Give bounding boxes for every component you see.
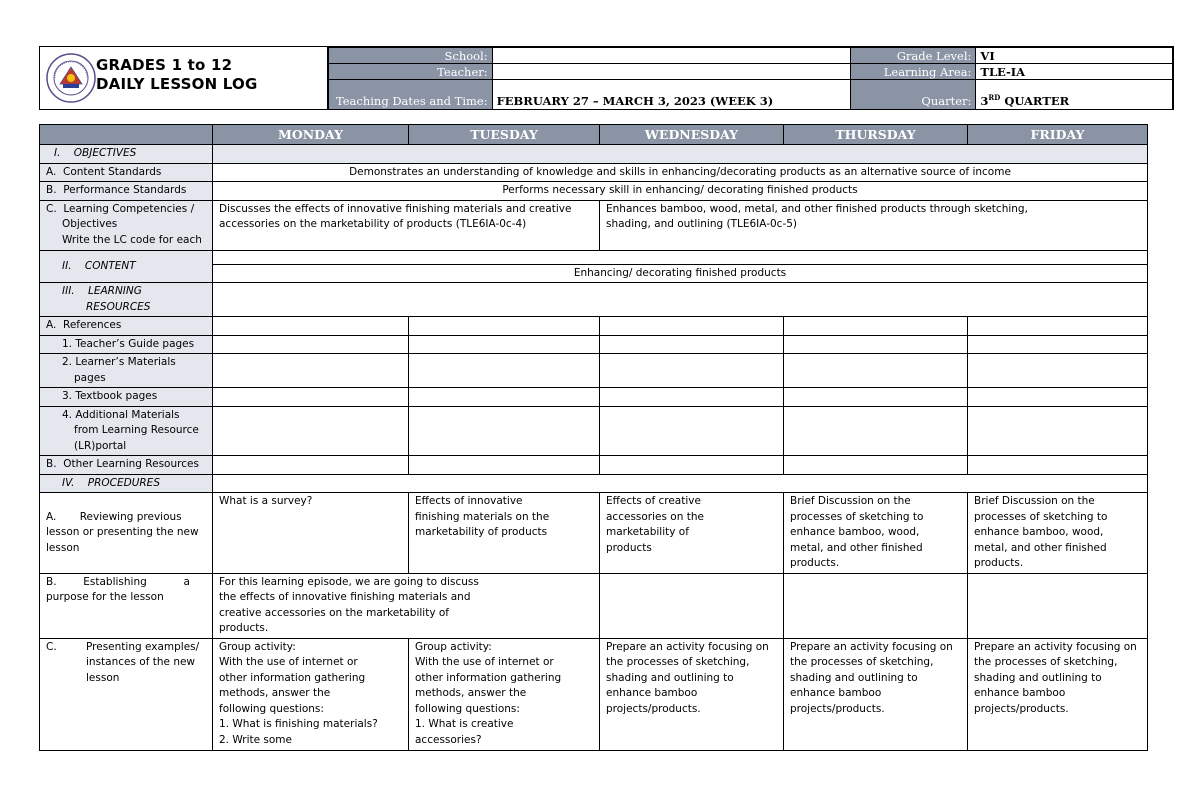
learners-materials-row	[40, 354, 1148, 388]
cell	[784, 354, 968, 388]
cell	[409, 317, 600, 336]
school-value	[492, 48, 850, 64]
content-label: II. CONTENT	[40, 250, 213, 283]
cell	[968, 354, 1148, 388]
learning-area-label: Learning Area:	[850, 64, 976, 80]
presenting-label-line-4: lesson	[86, 671, 120, 684]
learning-resources-label-line-1: III. LEARNING	[62, 285, 142, 297]
learning-area-value: TLE-IA	[976, 64, 1173, 80]
day-friday: FRIDAY	[968, 125, 1148, 145]
additional-materials-label	[40, 406, 213, 456]
reviewing-tuesday: Effects of innovative finishing materials on the marketability of products	[409, 493, 600, 574]
competencies-label	[40, 200, 213, 250]
cell	[968, 317, 1148, 336]
additional-materials-row	[40, 406, 1148, 456]
objectives-fill	[213, 145, 1148, 164]
competencies-label-line-1: C. Learning Competencies /	[46, 202, 195, 215]
competencies-label-line-2: Objectives	[62, 218, 118, 230]
reviewing-thursday: Brief Discussion on the processes of sketching to enhance bamboo, wood, metal, and other finished products.	[784, 493, 968, 574]
cell	[409, 335, 600, 354]
reviewing-row	[40, 493, 1148, 574]
presenting-label-text	[86, 640, 199, 687]
performance-standards-value: Performs necessary skill in enhancing/ decorating finished products	[213, 182, 1148, 201]
content-standards-row	[40, 163, 1148, 182]
additional-materials-label-line-1: 4. Additional Materials	[62, 408, 180, 421]
reviewing-label-line-1: A. Reviewing previous	[46, 510, 182, 523]
cell	[409, 456, 600, 475]
title-line-2: DAILY LESSON LOG	[96, 75, 258, 93]
learners-materials-label-line-2: pages	[74, 371, 106, 384]
objectives-label: I. OBJECTIVES	[40, 145, 213, 164]
cell	[213, 388, 409, 407]
day-header-blank	[40, 125, 213, 145]
cell	[213, 317, 409, 336]
day-wednesday: WEDNESDAY	[600, 125, 784, 145]
other-resources-row	[40, 456, 1148, 475]
content-blank	[213, 250, 1148, 264]
teachers-guide-label: 1. Teacher’s Guide pages	[40, 335, 213, 354]
cell	[968, 456, 1148, 475]
day-header-row	[40, 125, 1148, 145]
cell	[600, 406, 784, 456]
cell	[409, 388, 600, 407]
cell	[968, 388, 1148, 407]
additional-materials-label-line-2: from Learning Resource	[74, 424, 199, 436]
cell	[784, 335, 968, 354]
content-row-top	[40, 250, 1148, 264]
day-thursday: THURSDAY	[784, 125, 968, 145]
cell	[968, 335, 1148, 354]
objectives-row	[40, 145, 1148, 164]
cell	[968, 573, 1148, 638]
reviewing-label-line-3: lesson	[46, 541, 80, 554]
cell	[600, 456, 784, 475]
procedures-row	[40, 474, 1148, 493]
learning-resources-label-line-2: RESOURCES	[86, 300, 151, 313]
cell	[409, 354, 600, 388]
learners-materials-label	[40, 354, 213, 388]
establishing-label	[40, 573, 213, 638]
header-block	[39, 46, 1174, 110]
learning-resources-fill	[213, 283, 1148, 317]
presenting-row	[40, 638, 1148, 750]
competencies-row	[40, 200, 1148, 250]
content-standards-value: Demonstrates an understanding of knowledge and skills in enhancing/decorating products as an alternative source of income	[213, 163, 1148, 182]
content-standards-label: A. Content Standards	[40, 163, 213, 182]
cell	[600, 317, 784, 336]
performance-standards-label: B. Performance Standards	[40, 182, 213, 201]
teachers-guide-row	[40, 335, 1148, 354]
competencies-mon-tue: Discusses the effects of innovative finishing materials and creative accessories on the marketability of products (TLE6IA-0c-4)	[213, 200, 600, 250]
cell	[409, 406, 600, 456]
quarter-suffix: RD	[988, 93, 1001, 103]
procedures-label: IV. PROCEDURES	[40, 474, 213, 493]
deped-seal-icon	[46, 53, 96, 103]
day-monday: MONDAY	[213, 125, 409, 145]
cell	[784, 388, 968, 407]
quarter-label: Quarter:	[850, 80, 976, 110]
dates-value: FEBRUARY 27 – MARCH 3, 2023 (WEEK 3)	[492, 80, 850, 110]
presenting-tuesday: Group activity: With the use of internet or other information gathering methods, answer the following questions: 1. What is creative accessories?	[409, 638, 600, 750]
grade-level-label: Grade Level:	[850, 48, 976, 64]
establishing-row	[40, 573, 1148, 638]
lesson-log-table	[39, 124, 1148, 751]
cell	[600, 388, 784, 407]
cell	[968, 406, 1148, 456]
competencies-wed-fri: Enhances bamboo, wood, metal, and other finished products through sketching, shading, and outlining (TLE6IA-0c-5)	[600, 200, 1148, 250]
quarter-text: QUARTER	[1000, 94, 1070, 108]
quarter-value	[976, 80, 1173, 110]
grade-level-value: VI	[976, 48, 1173, 64]
cell	[784, 456, 968, 475]
other-resources-label: B. Other Learning Resources	[40, 456, 213, 475]
cell	[213, 335, 409, 354]
school-label: School:	[329, 48, 493, 64]
quarter-number: 3	[980, 94, 989, 108]
header-info-table	[328, 47, 1173, 110]
cell	[600, 573, 784, 638]
learning-resources-row	[40, 283, 1148, 317]
textbook-label: 3. Textbook pages	[40, 388, 213, 407]
cell	[600, 335, 784, 354]
presenting-thursday: Prepare an activity focusing on the processes of sketching, shading and outlining to enhance bamboo projects/products.	[784, 638, 968, 750]
presenting-label-wrap	[46, 640, 206, 687]
presenting-label-line-3: instances of the new	[86, 656, 196, 668]
cell	[784, 406, 968, 456]
day-tuesday: TUESDAY	[409, 125, 600, 145]
performance-standards-row	[40, 182, 1148, 201]
presenting-monday: Group activity: With the use of internet or other information gathering methods, answer the following questions: 1. What is finishing materials? 2. Write some	[213, 638, 409, 750]
reviewing-label-line-2: lesson or presenting the new	[46, 526, 199, 538]
reviewing-friday: Brief Discussion on the processes of sketching to enhance bamboo, wood, metal, and other finished products.	[968, 493, 1148, 574]
establishing-mon-tue: For this learning episode, we are going to discuss the effects of innovative finishing materials and creative accessories on the marketability of products.	[213, 573, 600, 638]
cell	[600, 354, 784, 388]
additional-materials-label-line-3: (LR)portal	[74, 439, 127, 452]
presenting-label-line-2: Presenting examples/	[86, 640, 200, 653]
references-label: A. References	[40, 317, 213, 336]
cell	[213, 406, 409, 456]
textbook-row	[40, 388, 1148, 407]
presenting-label-letter: C.	[46, 640, 57, 653]
cell	[213, 354, 409, 388]
cell	[784, 317, 968, 336]
presenting-friday: Prepare an activity focusing on the processes of sketching, shading and outlining to enhance bamboo projects/products.	[968, 638, 1148, 750]
procedures-fill	[213, 474, 1148, 493]
reviewing-label	[40, 493, 213, 574]
establishing-label-line-2: purpose for the lesson	[46, 591, 164, 603]
references-row	[40, 317, 1148, 336]
competencies-label-line-3: Write the LC code for each	[62, 233, 202, 246]
presenting-wednesday: Prepare an activity focusing on the processes of sketching, shading and outlining to enhance bamboo projects/products.	[600, 638, 784, 750]
cell	[784, 573, 968, 638]
reviewing-wednesday: Effects of creative accessories on the marketability of products	[600, 493, 784, 574]
teacher-value	[492, 64, 850, 80]
establishing-label-line-1: B. Establishing a	[46, 575, 190, 588]
cell	[213, 456, 409, 475]
title-box	[40, 47, 328, 109]
learners-materials-label-line-1: 2. Learner’s Materials	[62, 356, 176, 368]
presenting-label	[40, 638, 213, 750]
learning-resources-label	[40, 283, 213, 317]
dates-label: Teaching Dates and Time:	[329, 80, 493, 110]
teacher-label: Teacher:	[329, 64, 493, 80]
reviewing-monday: What is a survey?	[213, 493, 409, 574]
content-value: Enhancing/ decorating finished products	[213, 264, 1148, 283]
title-line-1: GRADES 1 to 12	[96, 56, 233, 74]
